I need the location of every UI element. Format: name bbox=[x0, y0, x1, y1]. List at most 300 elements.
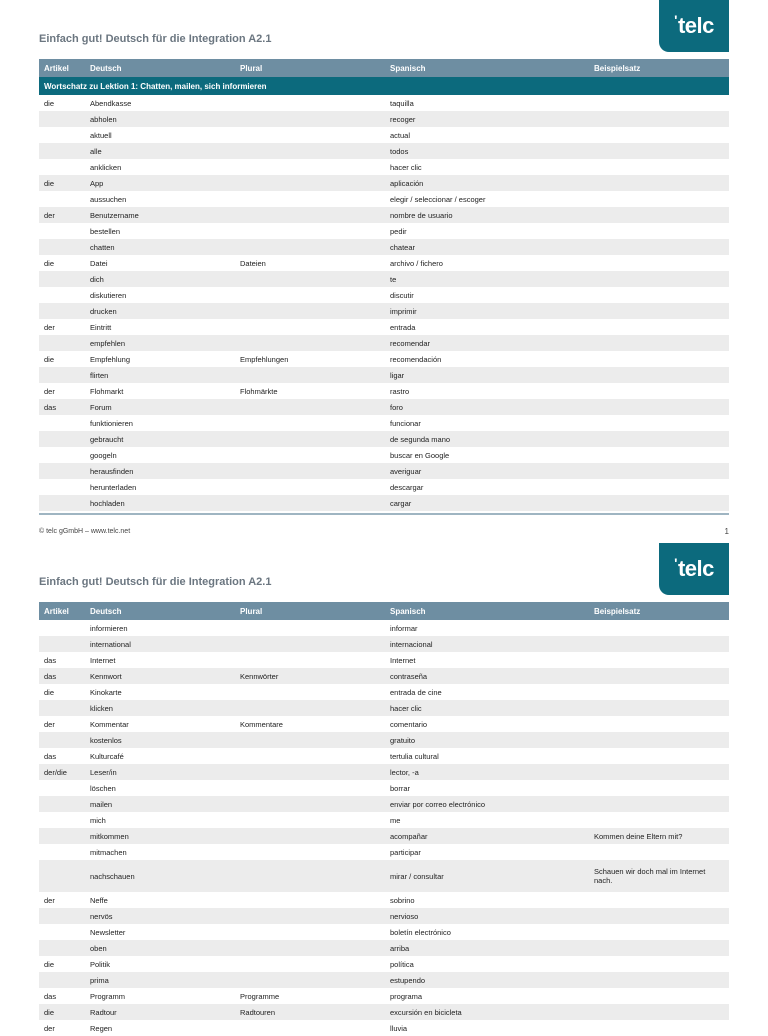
cell-artikel: die bbox=[39, 175, 85, 191]
cell-artikel bbox=[39, 796, 85, 812]
cell-artikel bbox=[39, 239, 85, 255]
cell-plural bbox=[235, 287, 385, 303]
cell-beispielsatz bbox=[589, 924, 729, 940]
cell-deutsch: hochladen bbox=[85, 495, 235, 511]
cell-spanisch: te bbox=[385, 271, 589, 287]
cell-deutsch: Kommentar bbox=[85, 716, 235, 732]
cell-artikel: der bbox=[39, 716, 85, 732]
cell-deutsch: löschen bbox=[85, 780, 235, 796]
table-row bbox=[39, 732, 729, 748]
cell-spanisch: comentario bbox=[385, 716, 589, 732]
table-row bbox=[39, 1004, 729, 1020]
cell-beispielsatz bbox=[589, 988, 729, 1004]
telc-logo: ' telc bbox=[659, 543, 729, 595]
cell-artikel bbox=[39, 111, 85, 127]
cell-beispielsatz bbox=[589, 303, 729, 319]
cell-beispielsatz: Schauen wir doch mal im Internet nach. bbox=[589, 860, 729, 892]
cell-plural bbox=[235, 844, 385, 860]
table-bottom-rule bbox=[39, 513, 729, 515]
cell-deutsch: chatten bbox=[85, 239, 235, 255]
cell-artikel bbox=[39, 812, 85, 828]
cell-plural bbox=[235, 780, 385, 796]
cell-plural bbox=[235, 303, 385, 319]
cell-deutsch: Kinokarte bbox=[85, 684, 235, 700]
cell-deutsch: drucken bbox=[85, 303, 235, 319]
cell-deutsch: aussuchen bbox=[85, 191, 235, 207]
table-row bbox=[39, 652, 729, 668]
cell-spanisch: arriba bbox=[385, 940, 589, 956]
cell-plural bbox=[235, 95, 385, 111]
cell-spanisch: cargar bbox=[385, 495, 589, 511]
cell-plural bbox=[235, 367, 385, 383]
table-row bbox=[39, 479, 729, 495]
cell-deutsch: Radtour bbox=[85, 1004, 235, 1020]
cell-artikel: der bbox=[39, 383, 85, 399]
cell-spanisch: informar bbox=[385, 620, 589, 636]
cell-deutsch: herausfinden bbox=[85, 463, 235, 479]
table-header-row bbox=[39, 602, 729, 620]
cell-plural bbox=[235, 143, 385, 159]
header-plural: Plural bbox=[235, 59, 385, 77]
cell-spanisch: lluvia bbox=[385, 1020, 589, 1036]
cell-deutsch: bestellen bbox=[85, 223, 235, 239]
cell-plural bbox=[235, 319, 385, 335]
cell-spanisch: hacer clic bbox=[385, 159, 589, 175]
cell-plural bbox=[235, 636, 385, 652]
cell-deutsch: diskutieren bbox=[85, 287, 235, 303]
telc-logo: ' telc bbox=[659, 0, 729, 52]
table-row bbox=[39, 972, 729, 988]
table-row bbox=[39, 796, 729, 812]
table-row bbox=[39, 748, 729, 764]
table-row bbox=[39, 716, 729, 732]
cell-beispielsatz bbox=[589, 207, 729, 223]
cell-beispielsatz bbox=[589, 159, 729, 175]
cell-artikel: die bbox=[39, 255, 85, 271]
cell-plural bbox=[235, 335, 385, 351]
cell-plural bbox=[235, 159, 385, 175]
vocabulary-table bbox=[39, 602, 729, 1036]
cell-artikel bbox=[39, 924, 85, 940]
cell-beispielsatz bbox=[589, 748, 729, 764]
table-row bbox=[39, 367, 729, 383]
cell-plural bbox=[235, 271, 385, 287]
cell-plural bbox=[235, 828, 385, 844]
table-row bbox=[39, 415, 729, 431]
cell-artikel bbox=[39, 860, 85, 892]
cell-spanisch: de segunda mano bbox=[385, 431, 589, 447]
cell-plural bbox=[235, 956, 385, 972]
cell-deutsch: App bbox=[85, 175, 235, 191]
cell-artikel: der bbox=[39, 892, 85, 908]
cell-spanisch: rastro bbox=[385, 383, 589, 399]
table-row bbox=[39, 844, 729, 860]
cell-artikel bbox=[39, 620, 85, 636]
cell-spanisch: borrar bbox=[385, 780, 589, 796]
cell-plural bbox=[235, 447, 385, 463]
cell-plural: Flohmärkte bbox=[235, 383, 385, 399]
table-row bbox=[39, 95, 729, 111]
cell-deutsch: nervös bbox=[85, 908, 235, 924]
cell-beispielsatz bbox=[589, 271, 729, 287]
cell-plural bbox=[235, 1020, 385, 1036]
table-row bbox=[39, 828, 729, 844]
header-plural: Plural bbox=[235, 602, 385, 620]
table-row bbox=[39, 287, 729, 303]
cell-spanisch: funcionar bbox=[385, 415, 589, 431]
cell-beispielsatz bbox=[589, 447, 729, 463]
cell-artikel bbox=[39, 303, 85, 319]
cell-spanisch: elegir / seleccionar / escoger bbox=[385, 191, 589, 207]
table-row bbox=[39, 159, 729, 175]
cell-deutsch: mitmachen bbox=[85, 844, 235, 860]
cell-beispielsatz bbox=[589, 620, 729, 636]
cell-plural: Kommentare bbox=[235, 716, 385, 732]
cell-beispielsatz bbox=[589, 255, 729, 271]
cell-plural bbox=[235, 239, 385, 255]
cell-deutsch: Benutzername bbox=[85, 207, 235, 223]
cell-spanisch: nombre de usuario bbox=[385, 207, 589, 223]
cell-deutsch: klicken bbox=[85, 700, 235, 716]
cell-spanisch: enviar por correo electrónico bbox=[385, 796, 589, 812]
cell-deutsch: Programm bbox=[85, 988, 235, 1004]
cell-plural bbox=[235, 652, 385, 668]
cell-artikel bbox=[39, 463, 85, 479]
cell-spanisch: internacional bbox=[385, 636, 589, 652]
cell-beispielsatz bbox=[589, 668, 729, 684]
cell-artikel: der bbox=[39, 319, 85, 335]
table-row bbox=[39, 431, 729, 447]
section-heading: Wortschatz zu Lektion 1: Chatten, mailen, sich informieren bbox=[39, 77, 729, 95]
cell-artikel bbox=[39, 159, 85, 175]
cell-artikel bbox=[39, 143, 85, 159]
cell-spanisch: aplicación bbox=[385, 175, 589, 191]
table-row bbox=[39, 207, 729, 223]
table-header-row bbox=[39, 59, 729, 77]
cell-artikel bbox=[39, 447, 85, 463]
cell-beispielsatz bbox=[589, 636, 729, 652]
cell-beispielsatz bbox=[589, 652, 729, 668]
cell-artikel bbox=[39, 495, 85, 511]
cell-plural bbox=[235, 207, 385, 223]
cell-spanisch: archivo / fichero bbox=[385, 255, 589, 271]
cell-deutsch: Flohmarkt bbox=[85, 383, 235, 399]
cell-deutsch: Newsletter bbox=[85, 924, 235, 940]
cell-artikel bbox=[39, 636, 85, 652]
cell-beispielsatz bbox=[589, 95, 729, 111]
cell-plural bbox=[235, 908, 385, 924]
header-artikel: Artikel bbox=[39, 602, 85, 620]
cell-deutsch: flirten bbox=[85, 367, 235, 383]
table-row bbox=[39, 175, 729, 191]
cell-deutsch: herunterladen bbox=[85, 479, 235, 495]
cell-deutsch: anklicken bbox=[85, 159, 235, 175]
cell-spanisch: contraseña bbox=[385, 668, 589, 684]
table-row bbox=[39, 383, 729, 399]
cell-artikel: die bbox=[39, 351, 85, 367]
table-row bbox=[39, 908, 729, 924]
cell-beispielsatz bbox=[589, 127, 729, 143]
cell-spanisch: recomendar bbox=[385, 335, 589, 351]
cell-plural bbox=[235, 415, 385, 431]
table-row bbox=[39, 988, 729, 1004]
table-row bbox=[39, 956, 729, 972]
cell-deutsch: Leser/in bbox=[85, 764, 235, 780]
cell-artikel bbox=[39, 479, 85, 495]
cell-beispielsatz bbox=[589, 175, 729, 191]
cell-plural bbox=[235, 175, 385, 191]
cell-beispielsatz bbox=[589, 780, 729, 796]
page-2 bbox=[0, 543, 768, 1033]
cell-beispielsatz bbox=[589, 351, 729, 367]
table-row bbox=[39, 255, 729, 271]
cell-beispielsatz bbox=[589, 796, 729, 812]
cell-beispielsatz bbox=[589, 940, 729, 956]
cell-plural bbox=[235, 940, 385, 956]
cell-deutsch: gebraucht bbox=[85, 431, 235, 447]
cell-spanisch: mirar / consultar bbox=[385, 860, 589, 892]
cell-beispielsatz bbox=[589, 399, 729, 415]
cell-plural bbox=[235, 764, 385, 780]
header-spanisch: Spanisch bbox=[385, 602, 589, 620]
table-row bbox=[39, 620, 729, 636]
cell-spanisch: hacer clic bbox=[385, 700, 589, 716]
table-row bbox=[39, 1020, 729, 1036]
cell-plural bbox=[235, 191, 385, 207]
cell-beispielsatz bbox=[589, 892, 729, 908]
cell-spanisch: foro bbox=[385, 399, 589, 415]
cell-spanisch: política bbox=[385, 956, 589, 972]
cell-deutsch: empfehlen bbox=[85, 335, 235, 351]
cell-deutsch: Datei bbox=[85, 255, 235, 271]
cell-artikel bbox=[39, 191, 85, 207]
cell-deutsch: Regen bbox=[85, 1020, 235, 1036]
table-row bbox=[39, 764, 729, 780]
cell-beispielsatz bbox=[589, 383, 729, 399]
cell-beispielsatz bbox=[589, 956, 729, 972]
cell-plural: Radtouren bbox=[235, 1004, 385, 1020]
cell-plural bbox=[235, 812, 385, 828]
table-row bbox=[39, 860, 729, 892]
cell-artikel bbox=[39, 972, 85, 988]
cell-spanisch: actual bbox=[385, 127, 589, 143]
cell-spanisch: tertulia cultural bbox=[385, 748, 589, 764]
cell-deutsch: googeln bbox=[85, 447, 235, 463]
cell-beispielsatz bbox=[589, 716, 729, 732]
cell-plural bbox=[235, 796, 385, 812]
cell-artikel: die bbox=[39, 1004, 85, 1020]
cell-spanisch: me bbox=[385, 812, 589, 828]
cell-deutsch: mitkommen bbox=[85, 828, 235, 844]
cell-artikel bbox=[39, 908, 85, 924]
table-row bbox=[39, 495, 729, 511]
cell-spanisch: imprimir bbox=[385, 303, 589, 319]
cell-plural bbox=[235, 732, 385, 748]
cell-plural bbox=[235, 972, 385, 988]
table-row bbox=[39, 684, 729, 700]
cell-deutsch: Eintritt bbox=[85, 319, 235, 335]
cell-beispielsatz bbox=[589, 764, 729, 780]
cell-beispielsatz bbox=[589, 319, 729, 335]
cell-deutsch: Kennwort bbox=[85, 668, 235, 684]
cell-beispielsatz bbox=[589, 367, 729, 383]
cell-beispielsatz bbox=[589, 732, 729, 748]
cell-spanisch: participar bbox=[385, 844, 589, 860]
cell-deutsch: Politik bbox=[85, 956, 235, 972]
cell-plural: Kennwörter bbox=[235, 668, 385, 684]
cell-spanisch: lector, -a bbox=[385, 764, 589, 780]
cell-deutsch: alle bbox=[85, 143, 235, 159]
table-row bbox=[39, 940, 729, 956]
cell-spanisch: ligar bbox=[385, 367, 589, 383]
table-row bbox=[39, 127, 729, 143]
cell-deutsch: Abendkasse bbox=[85, 95, 235, 111]
header-artikel: Artikel bbox=[39, 59, 85, 77]
cell-beispielsatz bbox=[589, 335, 729, 351]
footer-page-number: 1 bbox=[724, 527, 729, 536]
cell-spanisch: estupendo bbox=[385, 972, 589, 988]
cell-artikel: der bbox=[39, 207, 85, 223]
cell-spanisch: entrada bbox=[385, 319, 589, 335]
header-spanisch: Spanisch bbox=[385, 59, 589, 77]
cell-artikel bbox=[39, 415, 85, 431]
cell-beispielsatz bbox=[589, 495, 729, 511]
table-row bbox=[39, 319, 729, 335]
table-row bbox=[39, 447, 729, 463]
table-row bbox=[39, 143, 729, 159]
cell-beispielsatz bbox=[589, 700, 729, 716]
cell-plural bbox=[235, 495, 385, 511]
cell-beispielsatz bbox=[589, 287, 729, 303]
cell-beispielsatz bbox=[589, 431, 729, 447]
cell-deutsch: international bbox=[85, 636, 235, 652]
cell-spanisch: buscar en Google bbox=[385, 447, 589, 463]
cell-artikel bbox=[39, 732, 85, 748]
cell-artikel: der/die bbox=[39, 764, 85, 780]
table-row bbox=[39, 351, 729, 367]
footer-copyright: © telc gGmbH – www.telc.net bbox=[39, 528, 131, 535]
cell-plural: Programme bbox=[235, 988, 385, 1004]
cell-plural bbox=[235, 892, 385, 908]
cell-spanisch: sobrino bbox=[385, 892, 589, 908]
cell-deutsch: Neffe bbox=[85, 892, 235, 908]
cell-artikel: die bbox=[39, 684, 85, 700]
cell-artikel: das bbox=[39, 988, 85, 1004]
cell-beispielsatz bbox=[589, 111, 729, 127]
cell-beispielsatz: Kommen deine Eltern mit? bbox=[589, 828, 729, 844]
header-deutsch: Deutsch bbox=[85, 602, 235, 620]
document-title: Einfach gut! Deutsch für die Integration A2.1 bbox=[39, 33, 272, 45]
cell-artikel: die bbox=[39, 95, 85, 111]
cell-artikel: das bbox=[39, 652, 85, 668]
cell-deutsch: Internet bbox=[85, 652, 235, 668]
cell-spanisch: acompañar bbox=[385, 828, 589, 844]
cell-spanisch: Internet bbox=[385, 652, 589, 668]
cell-plural bbox=[235, 127, 385, 143]
cell-artikel: die bbox=[39, 956, 85, 972]
table-row bbox=[39, 463, 729, 479]
cell-plural bbox=[235, 431, 385, 447]
cell-beispielsatz bbox=[589, 415, 729, 431]
cell-beispielsatz bbox=[589, 684, 729, 700]
cell-artikel bbox=[39, 287, 85, 303]
table-row bbox=[39, 335, 729, 351]
cell-spanisch: boletín electrónico bbox=[385, 924, 589, 940]
cell-deutsch: dich bbox=[85, 271, 235, 287]
cell-spanisch: descargar bbox=[385, 479, 589, 495]
cell-spanisch: averiguar bbox=[385, 463, 589, 479]
cell-beispielsatz bbox=[589, 844, 729, 860]
cell-spanisch: nervioso bbox=[385, 908, 589, 924]
cell-artikel bbox=[39, 271, 85, 287]
cell-beispielsatz bbox=[589, 463, 729, 479]
cell-beispielsatz bbox=[589, 143, 729, 159]
cell-plural bbox=[235, 860, 385, 892]
cell-artikel: das bbox=[39, 668, 85, 684]
cell-artikel bbox=[39, 223, 85, 239]
cell-artikel bbox=[39, 367, 85, 383]
header-beispielsatz: Beispielsatz bbox=[589, 602, 729, 620]
cell-deutsch: abholen bbox=[85, 111, 235, 127]
cell-spanisch: recomendación bbox=[385, 351, 589, 367]
cell-spanisch: recoger bbox=[385, 111, 589, 127]
document-title: Einfach gut! Deutsch für die Integration A2.1 bbox=[39, 576, 272, 588]
cell-spanisch: pedir bbox=[385, 223, 589, 239]
cell-spanisch: entrada de cine bbox=[385, 684, 589, 700]
cell-spanisch: chatear bbox=[385, 239, 589, 255]
table-row bbox=[39, 700, 729, 716]
cell-beispielsatz bbox=[589, 972, 729, 988]
cell-deutsch: Empfehlung bbox=[85, 351, 235, 367]
cell-plural bbox=[235, 463, 385, 479]
table-row bbox=[39, 668, 729, 684]
cell-artikel bbox=[39, 844, 85, 860]
cell-spanisch: excursión en bicicleta bbox=[385, 1004, 589, 1020]
cell-artikel: das bbox=[39, 399, 85, 415]
cell-deutsch: mailen bbox=[85, 796, 235, 812]
cell-artikel bbox=[39, 940, 85, 956]
cell-deutsch: mich bbox=[85, 812, 235, 828]
cell-plural bbox=[235, 700, 385, 716]
cell-beispielsatz bbox=[589, 239, 729, 255]
header-beispielsatz: Beispielsatz bbox=[589, 59, 729, 77]
cell-plural: Dateien bbox=[235, 255, 385, 271]
cell-deutsch: Kulturcafé bbox=[85, 748, 235, 764]
cell-deutsch: informieren bbox=[85, 620, 235, 636]
table-row bbox=[39, 271, 729, 287]
table-row bbox=[39, 111, 729, 127]
cell-deutsch: aktuell bbox=[85, 127, 235, 143]
cell-plural bbox=[235, 924, 385, 940]
cell-deutsch: funktionieren bbox=[85, 415, 235, 431]
cell-plural bbox=[235, 223, 385, 239]
table-row bbox=[39, 636, 729, 652]
cell-deutsch: prima bbox=[85, 972, 235, 988]
cell-plural: Empfehlungen bbox=[235, 351, 385, 367]
cell-artikel: das bbox=[39, 748, 85, 764]
cell-artikel bbox=[39, 431, 85, 447]
cell-deutsch: nachschauen bbox=[85, 860, 235, 892]
cell-spanisch: gratuito bbox=[385, 732, 589, 748]
section-heading-row bbox=[39, 77, 729, 95]
cell-spanisch: taquilla bbox=[385, 95, 589, 111]
cell-beispielsatz bbox=[589, 812, 729, 828]
cell-artikel bbox=[39, 780, 85, 796]
cell-deutsch: kostenlos bbox=[85, 732, 235, 748]
cell-artikel bbox=[39, 828, 85, 844]
cell-plural bbox=[235, 399, 385, 415]
cell-artikel bbox=[39, 335, 85, 351]
